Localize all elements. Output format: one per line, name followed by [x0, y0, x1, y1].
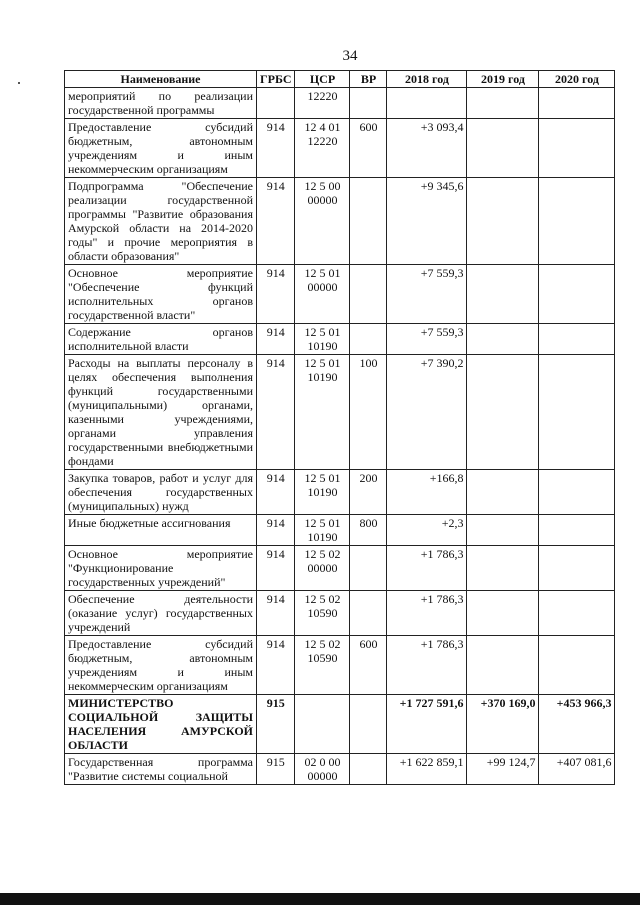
cell-2019 [467, 591, 539, 636]
cell-csr [295, 695, 350, 754]
table-row [65, 636, 615, 695]
header-grbs: ГРБС [257, 71, 295, 88]
cell-csr: 12 5 01 10190 [295, 355, 350, 470]
cell-2020 [539, 470, 615, 515]
cell-vr [350, 695, 387, 754]
cell-2019 [467, 355, 539, 470]
cell-2020 [539, 178, 615, 265]
cell-csr: 12220 [295, 88, 350, 119]
cell-csr: 12 5 02 10590 [295, 636, 350, 695]
table-row [65, 470, 615, 515]
cell-csr: 02 0 00 00000 [295, 754, 350, 785]
cell-2020 [539, 88, 615, 119]
cell-2019 [467, 324, 539, 355]
table-row [65, 265, 615, 324]
cell-csr: 12 5 01 00000 [295, 265, 350, 324]
cell-vr [350, 265, 387, 324]
cell-2020 [539, 515, 615, 546]
cell-grbs: 914 [257, 591, 295, 636]
table-row [65, 754, 615, 785]
cell-vr [350, 754, 387, 785]
cell-2020: +407 081,6 [539, 754, 615, 785]
cell-name: Предоставление субсидий бюджетным, автономным учреждениям и иным некоммерческим организациям [65, 636, 257, 695]
cell-grbs: 914 [257, 355, 295, 470]
cell-2020 [539, 355, 615, 470]
cell-grbs: 915 [257, 695, 295, 754]
header-2018: 2018 год [387, 71, 467, 88]
cell-vr [350, 88, 387, 119]
cell-grbs: 914 [257, 636, 295, 695]
cell-2018: +1 786,3 [387, 546, 467, 591]
cell-grbs: 914 [257, 178, 295, 265]
cell-csr: 12 5 00 00000 [295, 178, 350, 265]
cell-grbs: 914 [257, 265, 295, 324]
cell-vr: 100 [350, 355, 387, 470]
cell-vr: 600 [350, 119, 387, 178]
table-row [65, 355, 615, 470]
table-row [65, 546, 615, 591]
cell-2018: +7 559,3 [387, 324, 467, 355]
table-body [65, 88, 615, 785]
cell-2019 [467, 470, 539, 515]
table-row [65, 119, 615, 178]
cell-vr: 600 [350, 636, 387, 695]
cell-name: Государственная программа "Развитие системы социальной [65, 754, 257, 785]
cell-grbs [257, 88, 295, 119]
cell-name: Содержание органов исполнительной власти [65, 324, 257, 355]
cell-2018: +7 390,2 [387, 355, 467, 470]
cell-csr: 12 5 02 00000 [295, 546, 350, 591]
cell-2019 [467, 88, 539, 119]
cell-2020: +453 966,3 [539, 695, 615, 754]
cell-grbs: 914 [257, 324, 295, 355]
cell-2018: +9 345,6 [387, 178, 467, 265]
cell-2020 [539, 546, 615, 591]
cell-2020 [539, 636, 615, 695]
scan-speck [18, 82, 20, 84]
cell-name: Обеспечение деятельности (оказание услуг) государственных учреждений [65, 591, 257, 636]
cell-name: МИНИСТЕРСТВО СОЦИАЛЬНОЙ ЗАЩИТЫ НАСЕЛЕНИЯ АМУРСКОЙ ОБЛАСТИ [65, 695, 257, 754]
cell-name: Предоставление субсидий бюджетным, автономным учреждениям и иным некоммерческим организациям [65, 119, 257, 178]
cell-2018: +7 559,3 [387, 265, 467, 324]
table-row [65, 695, 615, 754]
cell-2018 [387, 88, 467, 119]
cell-grbs: 914 [257, 119, 295, 178]
cell-grbs: 914 [257, 546, 295, 591]
table-row [65, 591, 615, 636]
cell-vr [350, 324, 387, 355]
cell-name: Закупка товаров, работ и услуг для обеспечения государственных (муниципальных) нужд [65, 470, 257, 515]
table-row [65, 324, 615, 355]
cell-csr: 12 5 01 10190 [295, 324, 350, 355]
cell-name: Основное мероприятие "Функционирование государственных учреждений" [65, 546, 257, 591]
cell-2020 [539, 265, 615, 324]
cell-csr: 12 5 01 10190 [295, 515, 350, 546]
cell-grbs: 914 [257, 470, 295, 515]
cell-2020 [539, 324, 615, 355]
cell-vr: 200 [350, 470, 387, 515]
cell-vr [350, 591, 387, 636]
table-row [65, 515, 615, 546]
cell-vr [350, 178, 387, 265]
budget-table [64, 70, 615, 785]
cell-2019 [467, 178, 539, 265]
cell-2019: +370 169,0 [467, 695, 539, 754]
cell-2018: +1 727 591,6 [387, 695, 467, 754]
cell-grbs: 915 [257, 754, 295, 785]
cell-csr: 12 5 02 10590 [295, 591, 350, 636]
cell-2020 [539, 119, 615, 178]
cell-csr: 12 5 01 10190 [295, 470, 350, 515]
cell-name: Расходы на выплаты персоналу в целях обеспечения выполнения функций государственными (муниципальными) органами, казенными учреждениями, органами управления государственными внебюджетными фондами [65, 355, 257, 470]
header-2019: 2019 год [467, 71, 539, 88]
page-number: 34 [342, 48, 358, 64]
scan-bottom-edge [0, 893, 640, 905]
header-2020: 2020 год [539, 71, 615, 88]
header-row [65, 71, 615, 88]
cell-2020 [539, 591, 615, 636]
header-csr: ЦСР [295, 71, 350, 88]
cell-grbs: 914 [257, 515, 295, 546]
cell-2019 [467, 515, 539, 546]
table-row [65, 88, 615, 119]
cell-2019: +99 124,7 [467, 754, 539, 785]
cell-2018: +2,3 [387, 515, 467, 546]
cell-csr: 12 4 01 12220 [295, 119, 350, 178]
cell-2018: +166,8 [387, 470, 467, 515]
cell-2018: +1 786,3 [387, 636, 467, 695]
cell-2019 [467, 265, 539, 324]
cell-2019 [467, 119, 539, 178]
header-name: Наименование [65, 71, 257, 88]
cell-name: Подпрограмма "Обеспечение реализации государственной программы "Развитие образования Амурской области на 2014-2020 годы" и прочие мероприятия в области образования" [65, 178, 257, 265]
cell-name: Иные бюджетные ассигнования [65, 515, 257, 546]
header-vr: ВР [350, 71, 387, 88]
cell-2018: +1 622 859,1 [387, 754, 467, 785]
cell-vr [350, 546, 387, 591]
cell-name: Основное мероприятие "Обеспечение функций исполнительных органов государственной власти" [65, 265, 257, 324]
cell-2019 [467, 636, 539, 695]
cell-name: мероприятий по реализации государственной программы [65, 88, 257, 119]
cell-vr: 800 [350, 515, 387, 546]
table-row [65, 178, 615, 265]
cell-2018: +3 093,4 [387, 119, 467, 178]
cell-2019 [467, 546, 539, 591]
cell-2018: +1 786,3 [387, 591, 467, 636]
